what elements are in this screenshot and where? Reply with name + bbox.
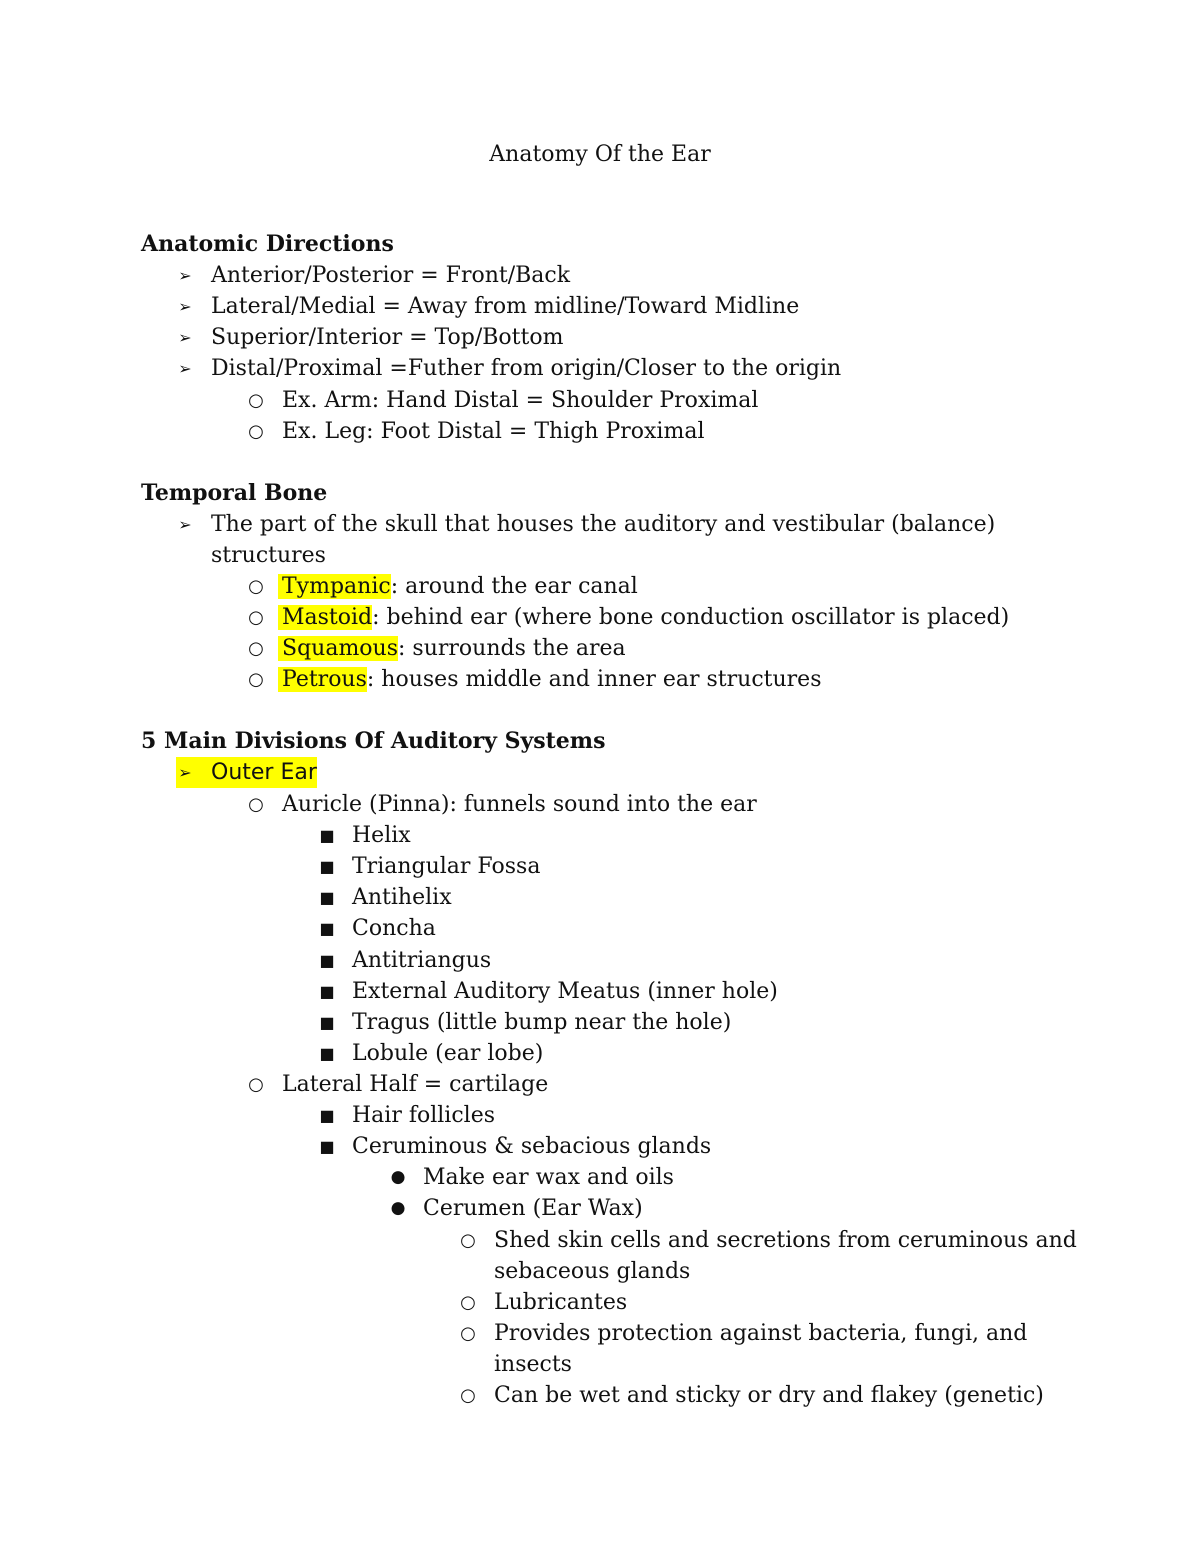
temporal-part-petrous xyxy=(278,664,821,695)
auricle-part: Concha xyxy=(352,916,436,941)
circle-bullet-icon: ○ xyxy=(460,1292,476,1313)
square-bullet-icon: ■ xyxy=(319,826,335,845)
square-bullet-icon: ■ xyxy=(319,982,335,1001)
direction-item: Superior/Interior = Top/Bottom xyxy=(211,325,564,350)
cerumen-item: Can be wet and sticky or dry and flakey (genetic) xyxy=(494,1383,1044,1408)
heading-anatomic-directions: Anatomic Directions xyxy=(141,231,394,257)
auricle-part: Tragus (little bump near the hole) xyxy=(352,1010,732,1035)
dot-bullet-icon: ● xyxy=(390,1198,406,1218)
arrow-bullet-icon: ➢ xyxy=(178,297,192,316)
direction-item: Anterior/Posterior = Front/Back xyxy=(211,263,571,288)
heading-main-divisions: 5 Main Divisions Of Auditory Systems xyxy=(141,728,606,754)
temporal-part-squamous xyxy=(278,633,626,664)
highlighted-term: Petrous xyxy=(278,667,367,692)
example-item: Ex. Leg: Foot Distal = Thigh Proximal xyxy=(282,419,705,444)
term-description: : houses middle and inner ear structures xyxy=(366,667,822,692)
circle-bullet-icon: ○ xyxy=(460,1385,476,1406)
circle-bullet-icon: ○ xyxy=(248,390,264,411)
auricle-item: Auricle (Pinna): funnels sound into the ear xyxy=(282,792,757,817)
arrow-bullet-icon: ➢ xyxy=(178,328,192,347)
square-bullet-icon: ■ xyxy=(319,919,335,938)
lateral-part: Ceruminous & sebacious glands xyxy=(352,1134,712,1159)
auricle-part: Triangular Fossa xyxy=(352,854,541,879)
example-item: Ex. Arm: Hand Distal = Shoulder Proximal xyxy=(282,388,759,413)
temporal-description-line2: structures xyxy=(211,543,326,568)
cerumen-item-line2: sebaceous glands xyxy=(494,1259,691,1284)
direction-item: Distal/Proximal =Futher from origin/Closer to the origin xyxy=(211,356,842,381)
arrow-bullet-icon: ➢ xyxy=(178,359,192,378)
lateral-part: Hair follicles xyxy=(352,1103,496,1128)
circle-bullet-icon: ○ xyxy=(248,576,264,597)
dot-bullet-icon: ● xyxy=(390,1167,406,1187)
arrow-bullet-icon: ➢ xyxy=(178,515,192,534)
auricle-part: Antihelix xyxy=(352,885,452,910)
temporal-part-tympanic xyxy=(278,571,638,602)
temporal-description-line1: The part of the skull that houses the auditory and vestibular (balance) xyxy=(211,512,996,537)
square-bullet-icon: ■ xyxy=(319,1044,335,1063)
cerumen-item-line1: Shed skin cells and secretions from ceruminous and xyxy=(494,1228,1077,1253)
square-bullet-icon: ■ xyxy=(319,888,335,907)
direction-item: Lateral/Medial = Away from midline/Toward Midline xyxy=(211,294,800,319)
auricle-part: Lobule (ear lobe) xyxy=(352,1041,544,1066)
highlighted-term: Tympanic xyxy=(278,574,391,599)
heading-temporal-bone: Temporal Bone xyxy=(141,480,328,506)
arrow-bullet-icon: ➢ xyxy=(178,266,192,285)
lateral-half-item: Lateral Half = cartilage xyxy=(282,1072,549,1097)
square-bullet-icon: ■ xyxy=(319,951,335,970)
circle-bullet-icon: ○ xyxy=(248,421,264,442)
square-bullet-icon: ■ xyxy=(319,1106,335,1125)
highlighted-term: Squamous xyxy=(278,636,398,661)
circle-bullet-icon: ○ xyxy=(248,794,264,815)
outer-ear-label: Outer Ear xyxy=(211,760,317,785)
gland-item: Cerumen (Ear Wax) xyxy=(423,1196,643,1221)
arrow-bullet-icon: ➢ xyxy=(178,763,192,782)
circle-bullet-icon: ○ xyxy=(460,1323,476,1344)
circle-bullet-icon: ○ xyxy=(460,1230,476,1251)
circle-bullet-icon: ○ xyxy=(248,607,264,628)
term-description: : surrounds the area xyxy=(398,636,626,661)
auricle-part: Helix xyxy=(352,823,411,848)
square-bullet-icon: ■ xyxy=(319,1013,335,1032)
circle-bullet-icon: ○ xyxy=(248,1074,264,1095)
square-bullet-icon: ■ xyxy=(319,857,335,876)
cerumen-item-line1: Provides protection against bacteria, fungi, and xyxy=(494,1321,1028,1346)
circle-bullet-icon: ○ xyxy=(248,638,264,659)
term-description: : around the ear canal xyxy=(390,574,638,599)
document-title: Anatomy Of the Ear xyxy=(489,142,711,167)
highlighted-term: Mastoid xyxy=(278,605,372,630)
temporal-part-mastoid xyxy=(278,602,1009,633)
auricle-part: Antitriangus xyxy=(352,948,492,973)
cerumen-item: Lubricantes xyxy=(494,1290,628,1315)
square-bullet-icon: ■ xyxy=(319,1137,335,1156)
circle-bullet-icon: ○ xyxy=(248,669,264,690)
cerumen-item-line2: insects xyxy=(494,1352,572,1377)
auricle-part: External Auditory Meatus (inner hole) xyxy=(352,979,778,1004)
term-description: : behind ear (where bone conduction oscillator is placed) xyxy=(372,605,1010,630)
gland-item: Make ear wax and oils xyxy=(423,1165,674,1190)
